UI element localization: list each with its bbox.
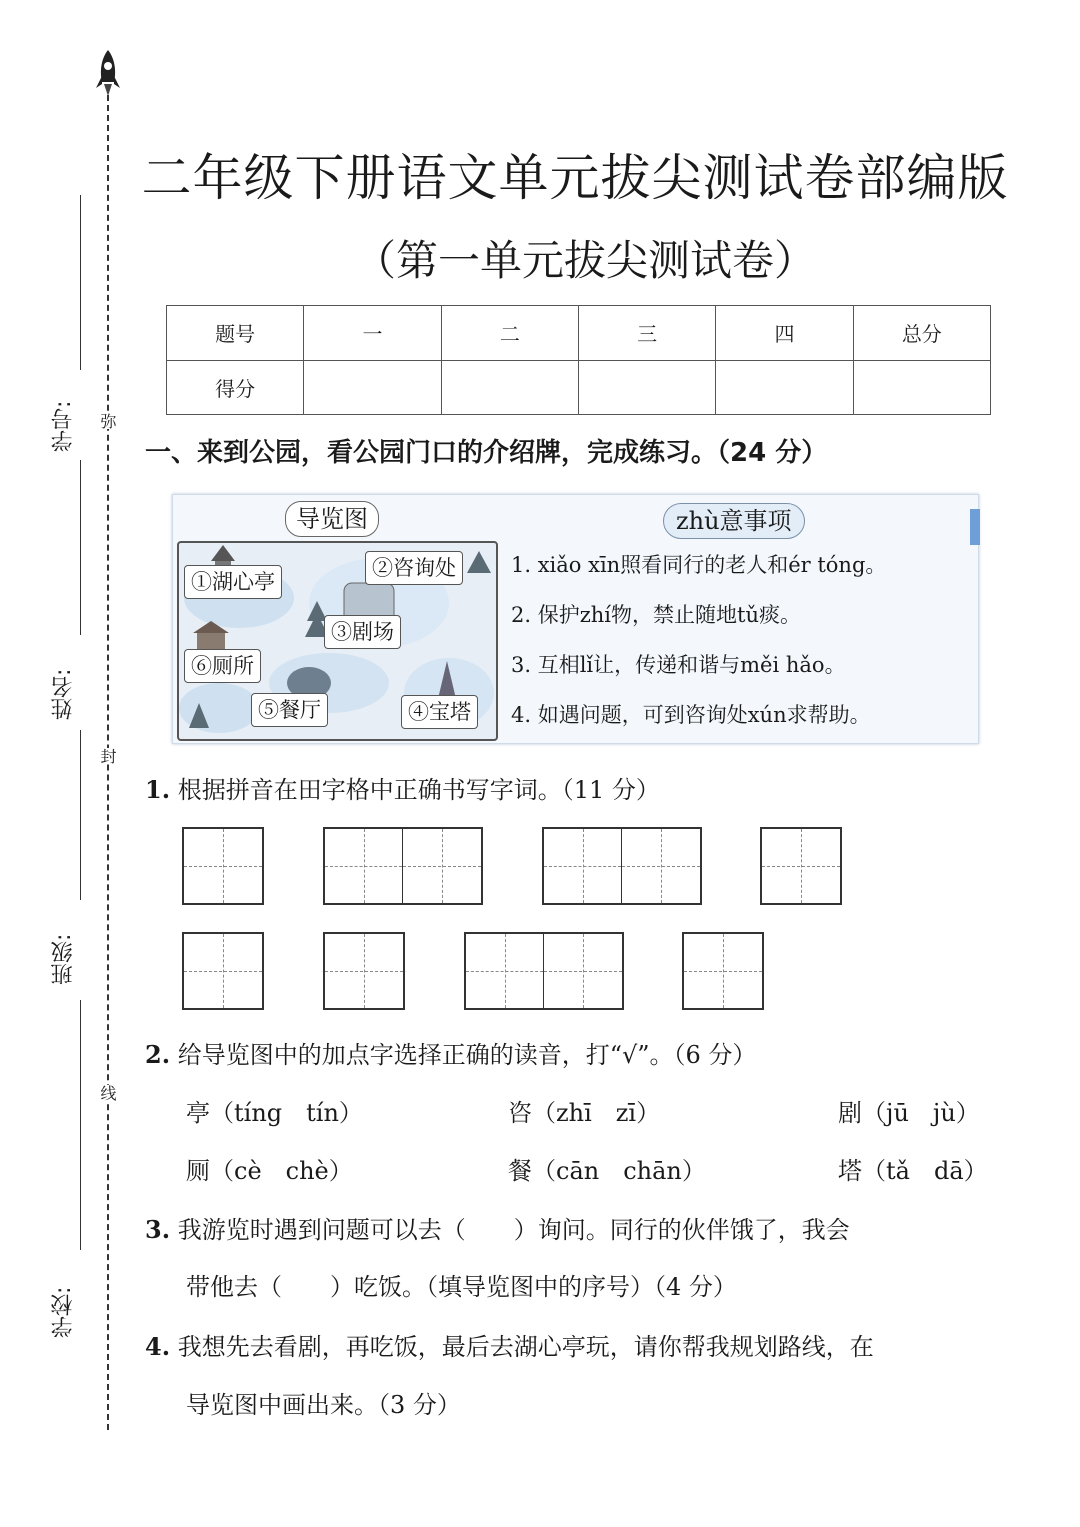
- question-2-text: 给导览图中的加点字选择正确的读音，打“√”。（6 分）: [177, 1041, 757, 1069]
- question-2-number: 2.: [145, 1040, 171, 1069]
- notice-rule-3: 3. 互相lǐ让，传递和谐与měi hǎo。: [511, 653, 846, 677]
- notice-title: zhù意事项: [663, 503, 805, 539]
- question-2: [145, 1035, 756, 1070]
- school-label: 学校:: [51, 1286, 76, 1338]
- writing-grid-3[interactable]: [542, 827, 702, 905]
- score-header-cell: 一: [304, 306, 441, 361]
- notice-rule-4: 4. 如遇问题，可到咨询处xún求帮助。: [511, 703, 871, 727]
- section-1-heading: 一、来到公园，看公园门口的介绍牌，完成练习。（24 分）: [145, 438, 828, 468]
- score-input-cell[interactable]: [853, 360, 990, 415]
- score-table: [166, 305, 991, 415]
- pinyin-choice-ce[interactable]: 厕（cè chè）: [186, 1157, 353, 1185]
- score-row-label: 得分: [167, 360, 304, 415]
- notice-rule-2: 2. 保护zhí物，禁止随地tǔ痰。: [511, 603, 801, 627]
- name-underline: [80, 460, 81, 635]
- park-guide-map[interactable]: [177, 541, 498, 741]
- pinyin-choice-can[interactable]: 餐（cān chān）: [508, 1157, 706, 1185]
- pinyin-choice-ju[interactable]: 剧（jū jù）: [838, 1099, 980, 1127]
- writing-grid-7[interactable]: [464, 932, 624, 1010]
- class-label: 班级:: [51, 933, 76, 985]
- student-id-underline: [80, 195, 81, 370]
- question-3: [145, 1210, 850, 1245]
- score-input-cell[interactable]: [716, 360, 853, 415]
- map-label-restaurant: ⑤餐厅: [251, 693, 328, 727]
- school-underline: [80, 1000, 81, 1250]
- question-4-line-1: 我想先去看剧，再吃饭，最后去湖心亭玩，请你帮我规划路线，在: [177, 1333, 874, 1361]
- score-table-header-row: [167, 306, 991, 361]
- rocket-icon: [94, 48, 122, 100]
- question-3-number: 3.: [145, 1215, 171, 1244]
- question-4: [145, 1327, 874, 1362]
- question-3-line-2: 带他去（ ）吃饭。（填导览图中的序号）（4 分）: [186, 1273, 737, 1301]
- question-1-number: 1.: [145, 775, 171, 804]
- page-title: 二年级下册语文单元拔尖测试卷部编版: [141, 149, 1009, 207]
- question-4-line-2: 导览图中画出来。（3 分）: [186, 1391, 461, 1419]
- question-1: [145, 770, 660, 805]
- score-header-cell: 题号: [167, 306, 304, 361]
- question-3-line-1: 我游览时遇到问题可以去（ ）询问。同行的伙伴饿了，我会: [177, 1216, 850, 1244]
- score-header-cell: 四: [716, 306, 853, 361]
- map-label-info-desk: ②咨询处: [365, 551, 463, 585]
- name-label: 姓名:: [51, 668, 76, 720]
- class-underline: [80, 730, 81, 900]
- bind-word-mi: 弥: [98, 413, 117, 429]
- map-label-lake-pavilion: ①湖心亭: [184, 565, 282, 599]
- score-input-cell[interactable]: [578, 360, 715, 415]
- writing-grid-6[interactable]: [323, 932, 405, 1010]
- map-title: 导览图: [285, 501, 379, 537]
- question-1-text: 根据拼音在田字格中正确书写字词。（11 分）: [177, 776, 660, 804]
- writing-grid-5[interactable]: [182, 932, 264, 1010]
- notice-rule-1: 1. xiǎo xīn照看同行的老人和ér tóng。: [511, 553, 887, 577]
- writing-grid-8[interactable]: [682, 932, 764, 1010]
- bookmark-icon: [970, 509, 980, 545]
- map-label-restroom: ⑥厕所: [184, 649, 261, 683]
- writing-grid-1[interactable]: [182, 827, 264, 905]
- pinyin-choice-ting[interactable]: 亭（tíng tín）: [186, 1099, 363, 1127]
- score-input-cell[interactable]: [441, 360, 578, 415]
- writing-grid-2[interactable]: [323, 827, 483, 905]
- score-header-cell: 三: [578, 306, 715, 361]
- pinyin-choice-ta[interactable]: 塔（tǎ dā）: [838, 1157, 988, 1185]
- pinyin-choice-zi[interactable]: 咨（zhī zī）: [508, 1099, 661, 1127]
- student-id-label: 学号:: [51, 400, 76, 452]
- question-4-number: 4.: [145, 1332, 171, 1361]
- map-label-pagoda: ④宝塔: [401, 695, 478, 729]
- score-table-score-row: [167, 360, 991, 415]
- score-input-cell[interactable]: [304, 360, 441, 415]
- page-subtitle: （第一单元拔尖测试卷）: [353, 236, 816, 285]
- score-header-cell: 总分: [853, 306, 990, 361]
- score-header-cell: 二: [441, 306, 578, 361]
- park-info-board: [172, 494, 979, 744]
- bind-word-feng: 封: [98, 748, 117, 764]
- writing-grid-4[interactable]: [760, 827, 842, 905]
- bind-word-xian: 线: [98, 1085, 117, 1101]
- map-label-theater: ③剧场: [324, 615, 401, 649]
